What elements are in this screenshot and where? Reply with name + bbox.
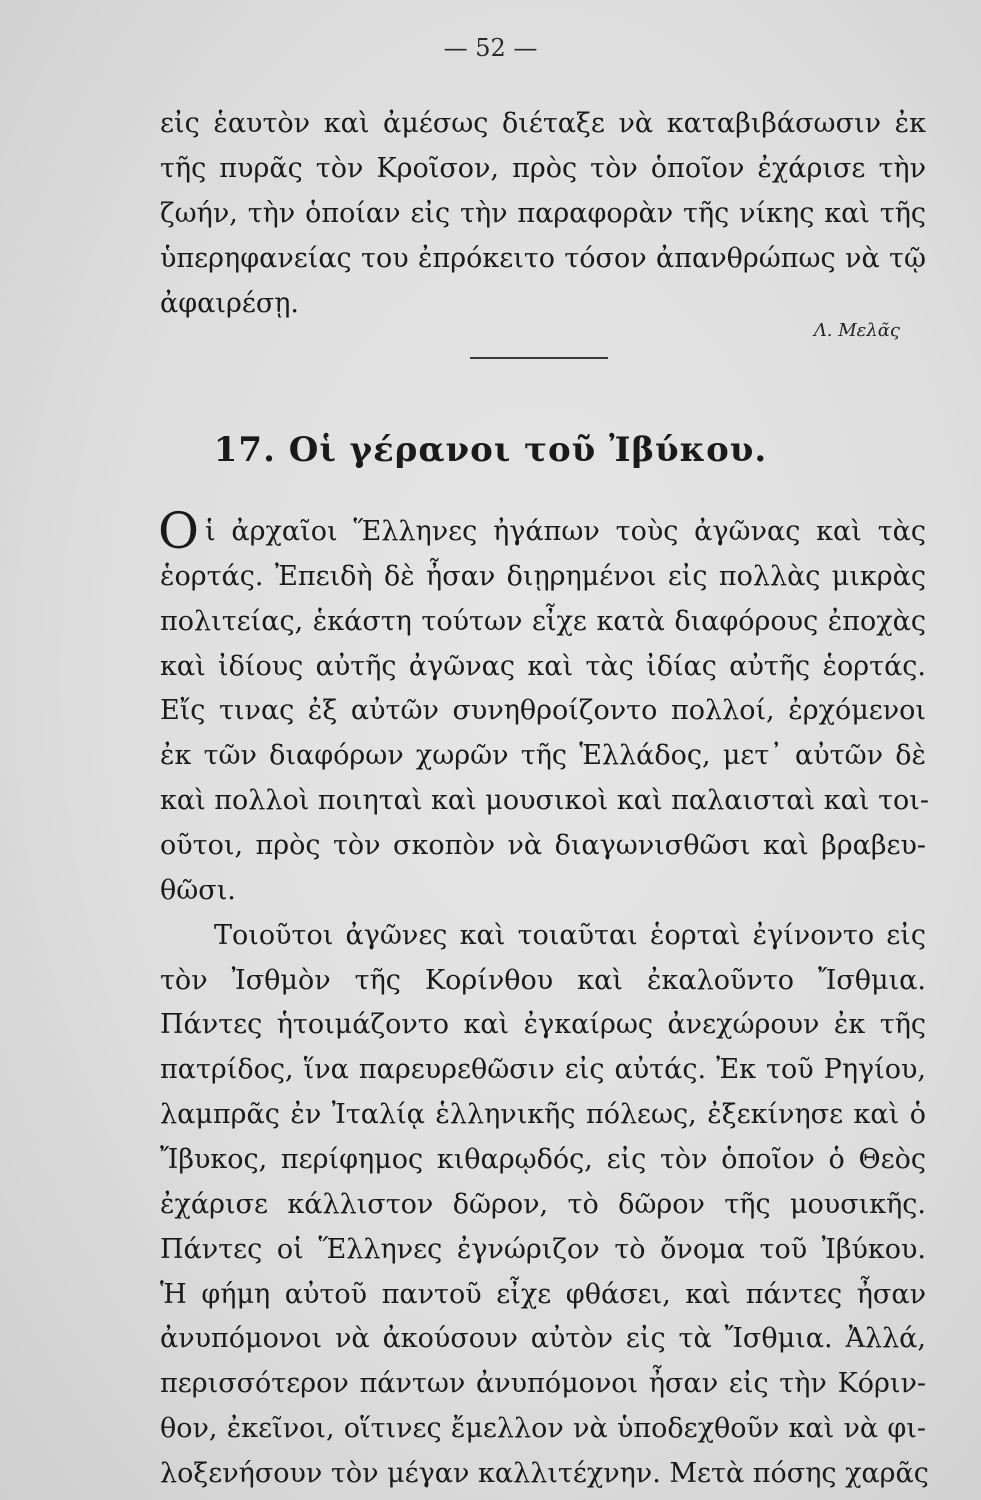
body-line: ἑορτάς. Ἐπειδὴ δὲ ἦσαν διῃρημένοι εἰς πολλὰς μικρὰς <box>160 561 926 592</box>
page-number: — 52 — <box>443 34 538 62</box>
body-line: ἐκ τῶν διαφόρων χωρῶν τῆς Ἑλλάδος, μετ᾽ αὐτῶν δὲ <box>160 740 926 771</box>
body-line: περισσότερον πάντων ἀνυπόμονοι ἦσαν εἰς τὴν Κόριν- <box>160 1368 926 1399</box>
body-line: πατρίδος, ἵνα παρευρεθῶσιν εἰς αὐτάς. Ἐκ τοῦ Ρηγίου, <box>160 1054 926 1085</box>
body-line: θον, ἐκεῖνοι, οἵτινες ἔμελλον νὰ ὑποδεχθοῦν καὶ νὰ φι- <box>160 1413 926 1444</box>
body-line: θῶσι. <box>160 875 236 906</box>
body-line: Εἴς τινας ἐξ αὐτῶν συνηθροίζοντο πολλοί, ἐρχόμενοι <box>160 695 926 726</box>
paragraph-line: ἀφαιρέσῃ. <box>160 288 300 319</box>
author-signature: Λ. Μελᾶς <box>813 320 900 341</box>
body-line: λαμπρᾶς ἐν Ἰταλίᾳ ἑλληνικῆς πόλεως, ἐξεκίνησε καὶ ὁ <box>160 1099 926 1130</box>
body-line: καὶ πολλοὶ ποιηταὶ καὶ μουσικοὶ καὶ παλαισταὶ καὶ τοι- <box>160 785 929 816</box>
body-line: Ἴβυκος, περίφημος κιθαρῳδός, εἰς τὸν ὁποῖον ὁ Θεὸς <box>160 1144 926 1175</box>
body-line: ἱ ἀρχαῖοι Ἕλληνες ἠγάπων τοὺς ἀγῶνας καὶ τὰς <box>205 516 926 547</box>
section-heading: 17. Οἱ γέρανοι τοῦ Ἰβύκου. <box>213 430 768 470</box>
paragraph-line: τῆς πυρᾶς τὸν Κροῖσον, πρὸς τὸν ὁποῖον ἐχάρισε τὴν <box>160 153 926 184</box>
body-line: ἀνυπόμονοι νὰ ἀκούσουν αὐτὸν εἰς τὰ Ἴσθμια. Ἀλλά, <box>160 1323 926 1354</box>
paragraph-line: εἰς ἑαυτὸν καὶ ἀμέσως διέταξε νὰ καταβιβάσωσιν ἐκ <box>160 108 926 139</box>
body-line: Ἡ φήμη αὐτοῦ παντοῦ εἶχε φθάσει, καὶ πάντες ἦσαν <box>160 1279 926 1310</box>
body-line: λοξενήσουν τὸν μέγαν καλλιτέχνην. Μετὰ πόσης χαρᾶς <box>160 1458 929 1489</box>
drop-cap: O <box>158 502 199 560</box>
section-divider <box>470 357 608 359</box>
body-line: καὶ ἰδίους αὐτῆς ἀγῶνας καὶ τὰς ἰδίας αὐτῆς ἑορτάς. <box>160 651 926 682</box>
body-line: πολιτείας, ἑκάστη τούτων εἶχε κατὰ διαφόρους ἐποχὰς <box>160 606 926 637</box>
body-line: οῦτοι, πρὸς τὸν σκοπὸν νὰ διαγωνισθῶσι καὶ βραβευ- <box>160 830 926 861</box>
paragraph-line: ζωήν, τὴν ὁποίαν εἰς τὴν παραφορὰν τῆς νίκης καὶ τῆς <box>160 198 926 229</box>
body-line: τὸν Ἰσθμὸν τῆς Κορίνθου καὶ ἐκαλοῦντο Ἴσθμια. <box>160 965 926 996</box>
paragraph-line: ὑπερηφανείας του ἐπρόκειτο τόσον ἀπανθρώπως νὰ τῷ <box>160 243 926 274</box>
body-line: Τοιοῦτοι ἀγῶνες καὶ τοιαῦται ἑορταὶ ἐγίνοντο εἰς <box>214 920 926 951</box>
body-line: Πάντες οἱ Ἕλληνες ἐγνώριζον τὸ ὄνομα τοῦ Ἰβύκου. <box>160 1234 926 1265</box>
body-line: ἐχάρισε κάλλιστον δῶρον, τὸ δῶρον τῆς μουσικῆς. <box>160 1189 926 1220</box>
body-line: Πάντες ἡτοιμάζοντο καὶ ἐγκαίρως ἀνεχώρουν ἐκ τῆς <box>160 1009 926 1040</box>
